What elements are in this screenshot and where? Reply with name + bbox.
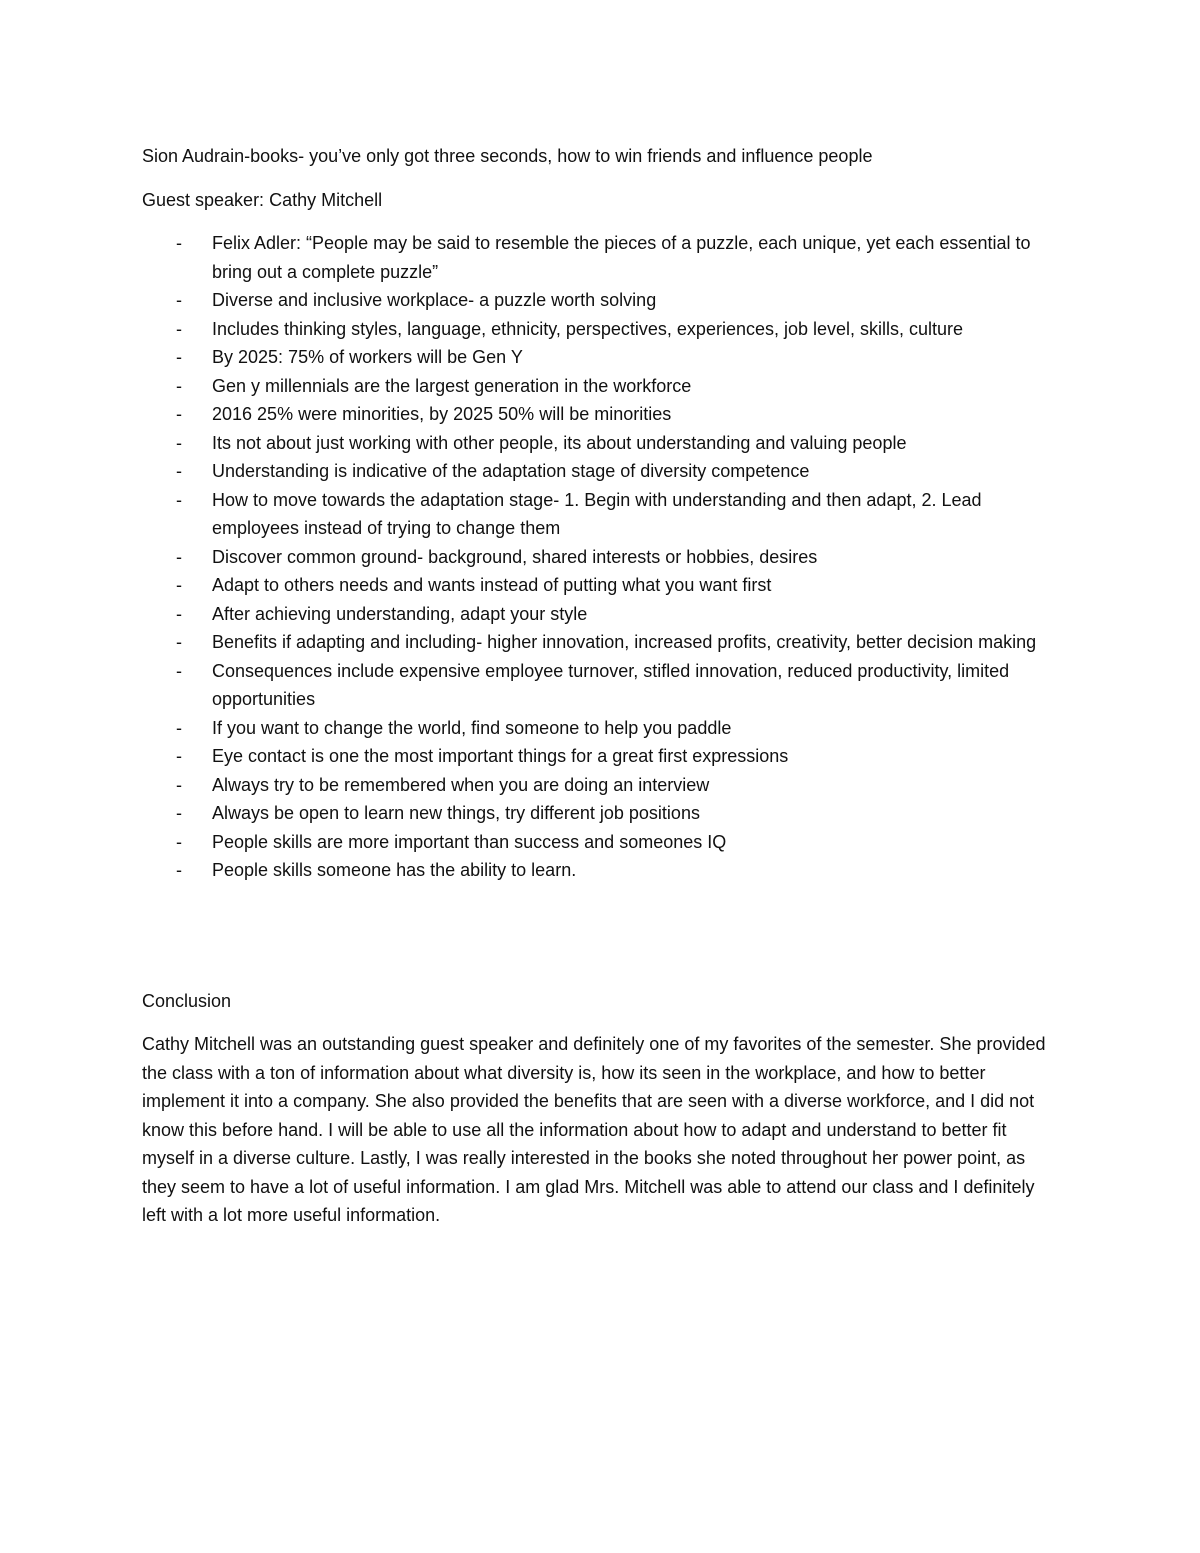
note-text: People skills are more important than success and someones IQ (212, 831, 727, 852)
bullet-dash: - (176, 575, 182, 595)
conclusion-heading: Conclusion (142, 990, 232, 1011)
list-item (142, 372, 1072, 401)
note-text: Understanding is indicative of the adaptation stage of diversity competence (212, 461, 810, 481)
bullet-dash: - (176, 774, 182, 795)
list-item (142, 543, 1072, 572)
bullet-dash: - (176, 803, 182, 823)
intro-line: Sion Audrain-books- you’ve only got three seconds, how to win friends and influence people (142, 146, 873, 166)
bullet-dash: - (176, 860, 182, 880)
bullet-dash: - (176, 603, 182, 624)
bullet-dash: - (176, 318, 182, 339)
list-item (142, 286, 1072, 315)
guest-speaker-line: Guest speaker: Cathy Mitchell (142, 189, 383, 210)
list-item (142, 799, 1072, 828)
note-text: By 2025: 75% of workers will be Gen Y (212, 347, 523, 367)
notes-list (142, 229, 1072, 885)
conclusion-paragraph: Cathy Mitchell was an outstanding guest speaker and definitely one of my favorites of the semester. She provided the class with a ton of information about what diversity is, how its seen in the workplace, and how to better implement it into a company. She also provided the benefits that are seen with a diverse workforce, and I did not know this before hand. I will be able to use all the information about how to adapt and understand to better fit myself in a diverse culture. Lastly, I was really interested in the books she noted throughout her power point, as they seem to have a lot of useful information. I am glad Mrs. Mitchell was able to attend our class and I definitely left with a lot more useful information. (142, 1034, 1046, 1225)
bullet-dash: - (176, 404, 182, 424)
list-item (142, 714, 1072, 743)
note-text: After achieving understanding, adapt your style (212, 603, 588, 624)
note-text: How to move towards the adaptation stage- 1. Begin with understanding and then adapt, 2. Lead employees instead of trying to change them (212, 489, 982, 538)
note-text: Felix Adler: “People may be said to resemble the pieces of a puzzle, each unique, yet each essential to bring out a complete puzzle” (212, 233, 1031, 282)
note-text: Diverse and inclusive workplace- a puzzle worth solving (212, 290, 657, 310)
note-text: Adapt to others needs and wants instead of putting what you want first (212, 575, 772, 595)
list-item (142, 771, 1072, 800)
note-text: If you want to change the world, find someone to help you paddle (212, 717, 732, 738)
note-text: Always be open to learn new things, try different job positions (212, 803, 700, 823)
list-item (142, 343, 1072, 372)
bullet-dash: - (176, 290, 182, 310)
bullet-dash: - (176, 660, 182, 681)
document-page (142, 142, 1072, 1230)
note-text: Always try to be remembered when you are doing an interview (212, 774, 710, 795)
list-item (142, 742, 1072, 771)
list-item (142, 429, 1072, 458)
bullet-dash: - (176, 461, 182, 481)
note-text: Benefits if adapting and including- higher innovation, increased profits, creativity, better decision making (212, 632, 1037, 652)
list-item (142, 600, 1072, 629)
note-text: Includes thinking styles, language, ethnicity, perspectives, experiences, job level, skills, culture (212, 318, 964, 339)
bullet-dash: - (176, 233, 182, 253)
list-item (142, 229, 1072, 286)
bullet-dash: - (176, 375, 182, 396)
bullet-dash: - (176, 489, 182, 510)
bullet-dash: - (176, 347, 182, 367)
note-text: Eye contact is one the most important things for a great first expressions (212, 746, 789, 766)
bullet-dash: - (176, 746, 182, 766)
list-item (142, 457, 1072, 486)
list-item (142, 828, 1072, 857)
list-item (142, 657, 1072, 714)
list-item (142, 400, 1072, 429)
list-item (142, 628, 1072, 657)
bullet-dash: - (176, 632, 182, 652)
note-text: Gen y millennials are the largest generation in the workforce (212, 375, 692, 396)
note-text: Consequences include expensive employee turnover, stifled innovation, reduced productivity, limited opportunities (212, 660, 1010, 709)
note-text: People skills someone has the ability to learn. (212, 860, 577, 880)
list-item (142, 486, 1072, 543)
bullet-dash: - (176, 717, 182, 738)
note-text: 2016 25% were minorities, by 2025 50% will be minorities (212, 404, 672, 424)
list-item (142, 571, 1072, 600)
list-item (142, 856, 1072, 885)
note-text: Discover common ground- background, shared interests or hobbies, desires (212, 546, 818, 567)
bullet-dash: - (176, 546, 182, 567)
bullet-dash: - (176, 831, 182, 852)
note-text: Its not about just working with other people, its about understanding and valuing people (212, 432, 907, 453)
bullet-dash: - (176, 432, 182, 453)
list-item (142, 315, 1072, 344)
